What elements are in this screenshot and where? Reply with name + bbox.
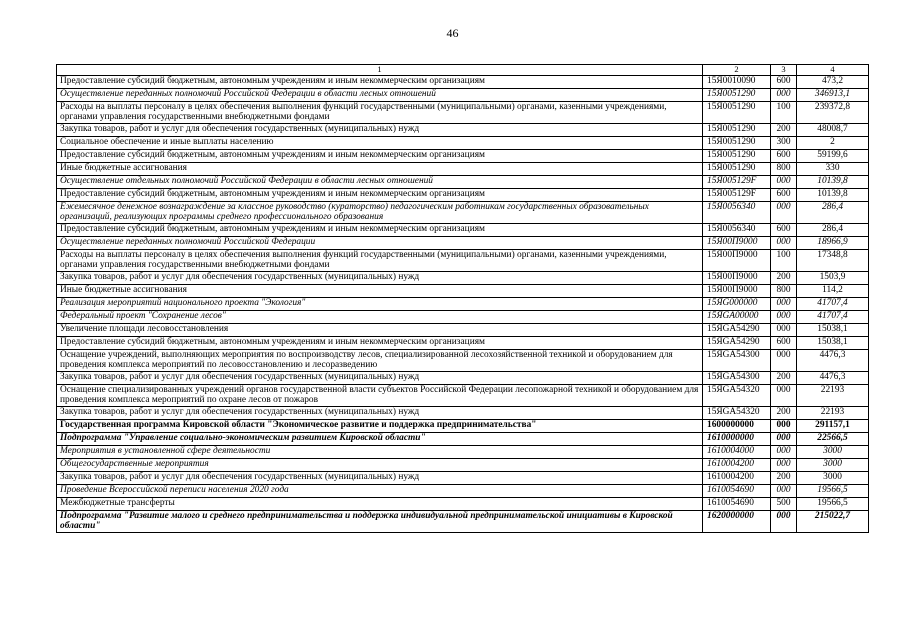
row-name-cell: Расходы на выплаты персоналу в целях обеспечения выполнения функций государственными (муниципальными) органами, казенными учреждениями, органами управления государственными внебюджетными фондами	[57, 249, 703, 271]
row-code-cell: 1610000000	[703, 432, 771, 445]
row-name-cell: Межбюджетные трансферты	[57, 497, 703, 510]
row-code-cell: 15ЯG000000	[703, 297, 771, 310]
row-code-cell: 1610004000	[703, 445, 771, 458]
row-type-cell: 600	[771, 223, 797, 236]
row-sum-cell: 19566,5	[797, 497, 869, 510]
row-type-cell: 000	[771, 310, 797, 323]
table-row	[57, 271, 869, 284]
row-sum-cell: 1503,9	[797, 271, 869, 284]
row-sum-cell: 15038,1	[797, 323, 869, 336]
row-code-cell: 1600000000	[703, 419, 771, 432]
row-code-cell: 15Я00П9000	[703, 284, 771, 297]
row-code-cell: 15Я0051290	[703, 88, 771, 101]
row-sum-cell: 22193	[797, 384, 869, 406]
table-row	[57, 384, 869, 406]
row-sum-cell: 114,2	[797, 284, 869, 297]
row-name-cell: Оснащение специализированных учреждений органов государственной власти субъектов Российской Федерации лесопожарной техникой и оборудованием для проведения комплекса мероприятий по охране лесов от пожаров	[57, 384, 703, 406]
table-row	[57, 101, 869, 123]
row-type-cell: 000	[771, 484, 797, 497]
table-row	[57, 445, 869, 458]
table-row	[57, 236, 869, 249]
table-row	[57, 336, 869, 349]
row-sum-cell: 22566,5	[797, 432, 869, 445]
table-row	[57, 223, 869, 236]
budget-table	[56, 64, 869, 533]
row-type-cell: 200	[771, 271, 797, 284]
row-sum-cell: 17348,8	[797, 249, 869, 271]
row-sum-cell: 3000	[797, 445, 869, 458]
row-type-cell: 200	[771, 406, 797, 419]
row-code-cell: 15Я0051290	[703, 149, 771, 162]
header-cell-sum: 4	[797, 65, 869, 76]
row-sum-cell: 4476,3	[797, 349, 869, 371]
table-row	[57, 284, 869, 297]
table-row	[57, 497, 869, 510]
table-row	[57, 149, 869, 162]
table-row	[57, 175, 869, 188]
row-sum-cell: 215022,7	[797, 510, 869, 532]
row-name-cell: Федеральный проект "Сохранение лесов"	[57, 310, 703, 323]
row-name-cell: Закупка товаров, работ и услуг для обеспечения государственных (муниципальных) нужд	[57, 123, 703, 136]
row-type-cell: 000	[771, 432, 797, 445]
row-name-cell: Социальное обеспечение и иные выплаты населению	[57, 136, 703, 149]
row-type-cell: 100	[771, 101, 797, 123]
header-cell-code: 2	[703, 65, 771, 76]
row-type-cell: 000	[771, 297, 797, 310]
row-name-cell: Закупка товаров, работ и услуг для обеспечения государственных (муниципальных) нужд	[57, 471, 703, 484]
table-row	[57, 162, 869, 175]
table-row	[57, 75, 869, 88]
row-name-cell: Осуществление переданных полномочий Российской Федерации в области лесных отношений	[57, 88, 703, 101]
row-sum-cell: 291157,1	[797, 419, 869, 432]
row-code-cell: 15ЯGA54290	[703, 323, 771, 336]
row-code-cell: 15Я00П9000	[703, 236, 771, 249]
row-type-cell: 000	[771, 419, 797, 432]
row-name-cell: Закупка товаров, работ и услуг для обеспечения государственных (муниципальных) нужд	[57, 271, 703, 284]
row-sum-cell: 15038,1	[797, 336, 869, 349]
row-sum-cell: 10139,8	[797, 188, 869, 201]
row-type-cell: 800	[771, 284, 797, 297]
row-name-cell: Предоставление субсидий бюджетным, автономным учреждениям и иным некоммерческим организациям	[57, 223, 703, 236]
row-name-cell: Оснащение учреждений, выполняющих мероприятия по воспроизводству лесов, специализированной лесохозяйственной техникой и оборудованием для проведения комплекса мероприятий по лесовосстановлению и лесоразведению	[57, 349, 703, 371]
row-sum-cell: 48008,7	[797, 123, 869, 136]
row-code-cell: 15Я005129F	[703, 188, 771, 201]
table-row	[57, 471, 869, 484]
row-sum-cell: 346913,1	[797, 88, 869, 101]
row-code-cell: 15ЯGA54320	[703, 406, 771, 419]
row-name-cell: Подпрограмма "Управление социально-экономическим развитием Кировской области"	[57, 432, 703, 445]
table-row	[57, 123, 869, 136]
table-row	[57, 188, 869, 201]
row-type-cell: 000	[771, 88, 797, 101]
row-code-cell: 15ЯGA54300	[703, 349, 771, 371]
row-code-cell: 15Я0010090	[703, 75, 771, 88]
row-code-cell: 1610054690	[703, 484, 771, 497]
row-sum-cell: 286,4	[797, 201, 869, 223]
table-row	[57, 406, 869, 419]
row-name-cell: Ежемесячное денежное вознаграждение за классное руководство (кураторство) педагогическим работникам государственных образовательных организаций, реализующих программы среднего профессионального образования	[57, 201, 703, 223]
row-sum-cell: 4476,3	[797, 371, 869, 384]
table-row	[57, 310, 869, 323]
row-type-cell: 000	[771, 236, 797, 249]
row-name-cell: Осуществление отдельных полномочий Российской Федерации в области лесных отношений	[57, 175, 703, 188]
row-code-cell: 15ЯGA00000	[703, 310, 771, 323]
row-code-cell: 15Я0051290	[703, 101, 771, 123]
row-name-cell: Расходы на выплаты персоналу в целях обеспечения выполнения функций государственными (муниципальными) органами, казенными учреждениями, органами управления государственными внебюджетными фондами	[57, 101, 703, 123]
row-code-cell: 15ЯGA54290	[703, 336, 771, 349]
table-header-row	[57, 65, 869, 76]
row-type-cell: 000	[771, 458, 797, 471]
row-name-cell: Реализация мероприятий национального проекта "Экология"	[57, 297, 703, 310]
row-code-cell: 15ЯGA54320	[703, 384, 771, 406]
row-name-cell: Общегосударственные мероприятия	[57, 458, 703, 471]
row-type-cell: 000	[771, 384, 797, 406]
page-number: 46	[446, 26, 459, 40]
row-type-cell: 300	[771, 136, 797, 149]
row-sum-cell: 41707,4	[797, 297, 869, 310]
row-sum-cell: 3000	[797, 471, 869, 484]
row-code-cell: 15Я0056340	[703, 201, 771, 223]
table-row	[57, 201, 869, 223]
row-code-cell: 15Я0051290	[703, 136, 771, 149]
row-type-cell: 600	[771, 75, 797, 88]
row-type-cell: 000	[771, 201, 797, 223]
row-code-cell: 1610004200	[703, 471, 771, 484]
row-name-cell: Предоставление субсидий бюджетным, автономным учреждениям и иным некоммерческим организациям	[57, 188, 703, 201]
row-code-cell: 15Я00П9000	[703, 271, 771, 284]
table-row	[57, 458, 869, 471]
header-cell-name: 1	[57, 65, 703, 76]
row-name-cell: Мероприятия в установленной сфере деятельности	[57, 445, 703, 458]
table-row	[57, 323, 869, 336]
row-sum-cell: 10139,8	[797, 175, 869, 188]
row-type-cell: 600	[771, 336, 797, 349]
row-sum-cell: 239372,8	[797, 101, 869, 123]
row-sum-cell: 22193	[797, 406, 869, 419]
row-type-cell: 600	[771, 188, 797, 201]
row-type-cell: 200	[771, 471, 797, 484]
row-sum-cell: 2	[797, 136, 869, 149]
row-name-cell: Иные бюджетные ассигнования	[57, 284, 703, 297]
row-code-cell: 15Я0051290	[703, 123, 771, 136]
row-code-cell: 15Я00П9000	[703, 249, 771, 271]
row-type-cell: 200	[771, 371, 797, 384]
row-type-cell: 000	[771, 175, 797, 188]
row-code-cell: 1620000000	[703, 510, 771, 532]
row-name-cell: Закупка товаров, работ и услуг для обеспечения государственных (муниципальных) нужд	[57, 371, 703, 384]
table-row	[57, 88, 869, 101]
row-type-cell: 000	[771, 510, 797, 532]
row-type-cell: 000	[771, 323, 797, 336]
row-sum-cell: 18966,9	[797, 236, 869, 249]
table-row	[57, 297, 869, 310]
row-sum-cell: 41707,4	[797, 310, 869, 323]
row-type-cell: 100	[771, 249, 797, 271]
row-name-cell: Предоставление субсидий бюджетным, автономным учреждениям и иным некоммерческим организациям	[57, 336, 703, 349]
row-name-cell: Подпрограмма "Развитие малого и среднего предпринимательства и поддержка индивидуальной предпринимательской инициативы в Кировской области"	[57, 510, 703, 532]
table-row	[57, 371, 869, 384]
row-code-cell: 15Я005129F	[703, 175, 771, 188]
table-row	[57, 249, 869, 271]
row-name-cell: Предоставление субсидий бюджетным, автономным учреждениям и иным некоммерческим организациям	[57, 149, 703, 162]
row-sum-cell: 59199,6	[797, 149, 869, 162]
row-name-cell: Проведение Всероссийской переписи населения 2020 года	[57, 484, 703, 497]
table-row	[57, 419, 869, 432]
row-code-cell: 1610004200	[703, 458, 771, 471]
row-code-cell: 15Я0051290	[703, 162, 771, 175]
row-type-cell: 800	[771, 162, 797, 175]
row-type-cell: 500	[771, 497, 797, 510]
row-type-cell: 600	[771, 149, 797, 162]
row-sum-cell: 3000	[797, 458, 869, 471]
row-name-cell: Увеличение площади лесовосстановления	[57, 323, 703, 336]
row-type-cell: 000	[771, 349, 797, 371]
row-name-cell: Государственная программа Кировской области "Экономическое развитие и поддержка предпринимательства"	[57, 419, 703, 432]
table-row	[57, 432, 869, 445]
row-sum-cell: 473,2	[797, 75, 869, 88]
row-code-cell: 15ЯGA54300	[703, 371, 771, 384]
row-sum-cell: 286,4	[797, 223, 869, 236]
table-row	[57, 510, 869, 532]
table-row	[57, 136, 869, 149]
row-name-cell: Иные бюджетные ассигнования	[57, 162, 703, 175]
row-name-cell: Закупка товаров, работ и услуг для обеспечения государственных (муниципальных) нужд	[57, 406, 703, 419]
row-type-cell: 200	[771, 123, 797, 136]
row-type-cell: 000	[771, 445, 797, 458]
header-cell-type: 3	[771, 65, 797, 76]
table-row	[57, 349, 869, 371]
row-sum-cell: 19566,5	[797, 484, 869, 497]
row-name-cell: Предоставление субсидий бюджетным, автономным учреждениям и иным некоммерческим организациям	[57, 75, 703, 88]
table-row	[57, 484, 869, 497]
row-sum-cell: 330	[797, 162, 869, 175]
row-name-cell: Осуществление переданных полномочий Российской Федерации	[57, 236, 703, 249]
row-code-cell: 15Я0056340	[703, 223, 771, 236]
row-code-cell: 1610054690	[703, 497, 771, 510]
